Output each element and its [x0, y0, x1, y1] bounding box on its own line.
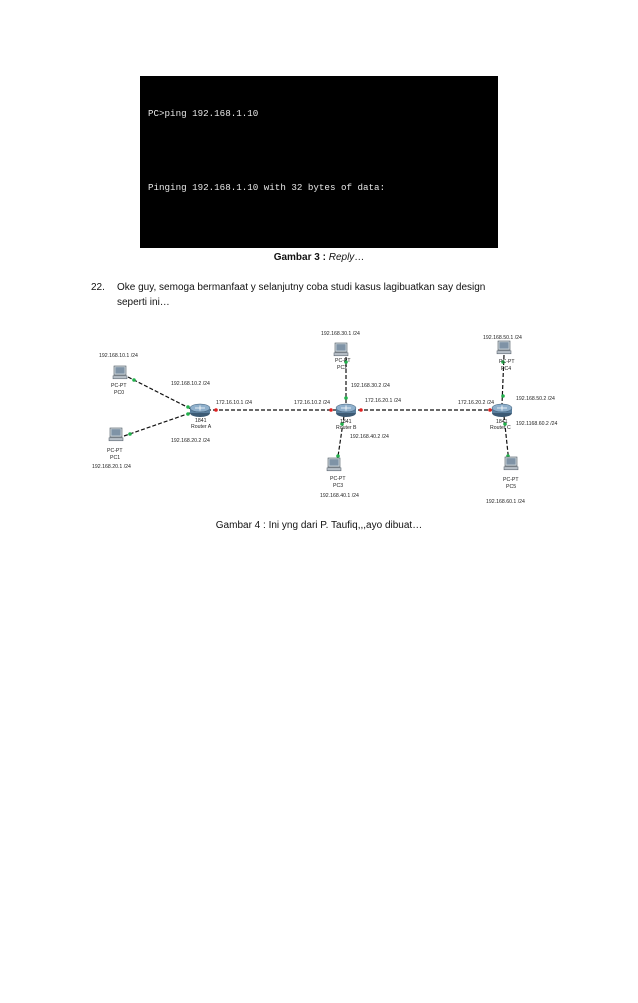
pc3-ip-label: 192.168.40.1 /24: [320, 493, 359, 499]
pc0-icon: [113, 366, 127, 379]
router-a-pc0-iface-label: 192.168.10.2 /24: [171, 381, 210, 387]
router-c-icon: [492, 404, 512, 417]
port-down-dot: [329, 408, 333, 412]
pc0-name-label: PC0: [114, 390, 125, 396]
router-a-pc1-iface-label: 192.168.20.2 /24: [171, 438, 210, 444]
port-down-dot: [488, 408, 492, 412]
pc3-type-label: PC-PT: [330, 476, 346, 482]
network-links: [124, 355, 512, 463]
router-b-pc3-iface-label: 192.168.40.2 /24: [350, 434, 389, 440]
port-up-dot: [186, 405, 190, 409]
router-a-icon: [190, 404, 210, 417]
router-c-pc4-iface-label: 192.168.50.2 /24: [516, 396, 555, 402]
list-number: 22.: [91, 282, 105, 293]
pc4-icon: [497, 341, 511, 354]
pc0-type-label: PC-PT: [111, 383, 127, 389]
pc1-name-label: PC1: [110, 455, 121, 461]
pc3-name-label: PC3: [333, 483, 344, 489]
pc5-icon: [504, 457, 518, 470]
pc1-ip-label: 192.168.20.1 /24: [92, 464, 131, 470]
terminal-line: [148, 218, 490, 230]
router-a-b-iface-label: 172.16.10.1 /24: [216, 400, 253, 406]
router-c-b-iface-label: 172.16.20.2 /24: [458, 400, 495, 406]
pc5-name-label: PC5: [506, 484, 517, 490]
router-c-model-label: 1841: [496, 419, 508, 425]
port-up-dot: [128, 432, 132, 436]
terminal-line: Pinging 192.168.1.10 with 32 bytes of data:: [148, 181, 386, 193]
paragraph-line: Oke guy, semoga bermanfaat y selanjutny coba studi kasus lagibuatkan say design: [117, 282, 486, 293]
ping-terminal-screenshot: [140, 76, 498, 248]
figure-3-caption: [0, 252, 638, 263]
pc5-type-label: PC-PT: [503, 477, 519, 483]
topology-svg: [88, 320, 558, 520]
router-b-a-iface-label: 172.16.10.2 /24: [294, 400, 331, 406]
router-a-model-label: 1841: [195, 418, 207, 424]
pc4-ip-label: 192.168.50.1 /24: [483, 335, 522, 341]
pc2-name-label: PC2: [337, 365, 348, 371]
port-down-dot: [359, 408, 363, 412]
terminal-line: PC>ping 192.168.1.10: [148, 108, 259, 120]
pc1-type-label: PC-PT: [107, 448, 123, 454]
port-down-dot: [214, 408, 218, 412]
router-b-name-label: Router B: [336, 425, 357, 431]
router-b-model-label: 1841: [340, 419, 352, 425]
pc2-icon: [334, 343, 348, 356]
caption-label: Gambar 3 :: [273, 252, 326, 263]
pc5-ip-label: 192.168.60.1 /24: [486, 499, 525, 505]
pc3-icon: [327, 458, 341, 471]
paragraph-line: seperti ini…: [117, 297, 170, 308]
router-b-pc2-iface-label: 192.168.30.2 /24: [351, 383, 390, 389]
pc4-type-label: PC-PT: [499, 359, 515, 365]
router-c-pc5-iface-label: 192.1168.60.2 /24: [516, 421, 558, 427]
port-up-dot: [336, 454, 340, 458]
link-pc1-router-a: [124, 412, 193, 436]
pc2-type-label: PC-PT: [335, 358, 351, 364]
router-a-name-label: Router A: [191, 424, 212, 430]
port-up-dot: [344, 396, 348, 400]
port-up-dot: [501, 394, 505, 398]
caption-suffix: …: [354, 252, 365, 263]
router-b-icon: [336, 404, 356, 417]
terminal-line: [148, 145, 490, 157]
network-topology-diagram: [88, 320, 558, 520]
port-up-dot: [186, 412, 190, 416]
router-b-c-iface-label: 172.16.20.1 /24: [365, 398, 402, 404]
pc1-icon: [109, 428, 123, 441]
router-c-name-label: Router C: [490, 425, 511, 431]
pc0-ip-label: 192.168.10.1 /24: [99, 353, 138, 359]
port-up-dot: [132, 378, 136, 382]
pc4-name-label: PC4: [501, 366, 512, 372]
caption-italic: Reply: [328, 252, 355, 263]
figure-4-caption: Gambar 4 : Ini yng dari P. Taufiq,,,ayo dibuat…: [215, 520, 423, 531]
pc2-ip-label: 192.168.30.1 /24: [321, 331, 360, 337]
